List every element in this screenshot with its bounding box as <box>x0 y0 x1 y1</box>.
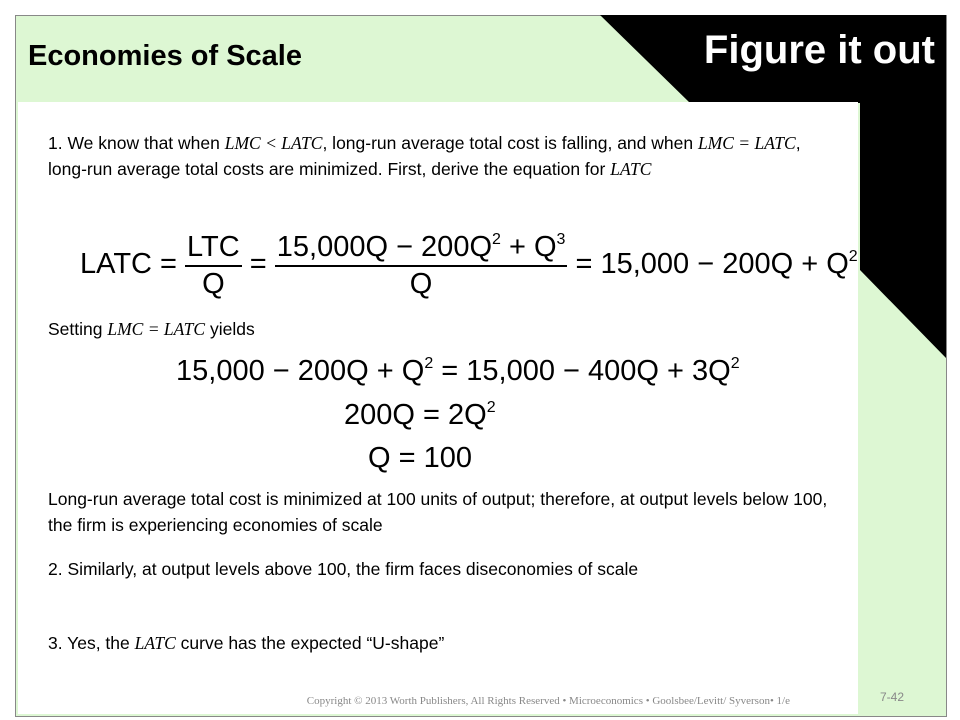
page-number: 7-42 <box>880 690 905 704</box>
paragraph-5: 3. Yes, the LATC curve has the expected “U-shape” <box>48 633 445 653</box>
paragraph-4: 2. Similarly, at output levels above 100, the firm faces diseconomies of scale <box>48 559 639 579</box>
equation-setting-equal: $15,000 - 200Q + Q^2 = 15,000 - 400Q + 3Q^2$ <box>176 355 740 387</box>
latc-equation: LATC = $\frac{\text{LTC}}{Q}$ = $\frac{15,000Q - 200Q^2 + Q^3}{Q}$ = $15,000 - 200Q + Q^2$ <box>80 230 858 300</box>
paragraph-2: Setting LMC = LATC yields <box>48 319 255 339</box>
equation-solution: Q = 100 <box>368 442 472 474</box>
fraction-ltc-expanded: $\frac{15,000Q - 200Q^2 + Q^3}{Q}$ <box>276 231 566 300</box>
equation-simplified: $200Q = 2Q^2$ <box>344 399 496 431</box>
paragraph-3: Long-run average total cost is minimized at 100 units of output; therefore, at output levels below 100, the firm is experiencing economies of scale <box>48 489 828 535</box>
copyright-footer: Copyright © 2013 Worth Publishers, All Rights Reserved • Microeconomics • Goolsbee/Levitt/ Syverson• 1/e <box>306 695 790 707</box>
fraction-ltc-over-q: $\frac{\text{LTC}}{Q}$ <box>187 230 240 300</box>
paragraph-1: 1. We know that when LMC < LATC, long-run average total cost is falling, and when LMC = LATC, long-run average total costs are minimized. First, derive the equation for LATC <box>48 133 801 179</box>
slide-title: Economies of Scale <box>28 40 302 72</box>
banner-title: Figure it out <box>703 28 935 72</box>
